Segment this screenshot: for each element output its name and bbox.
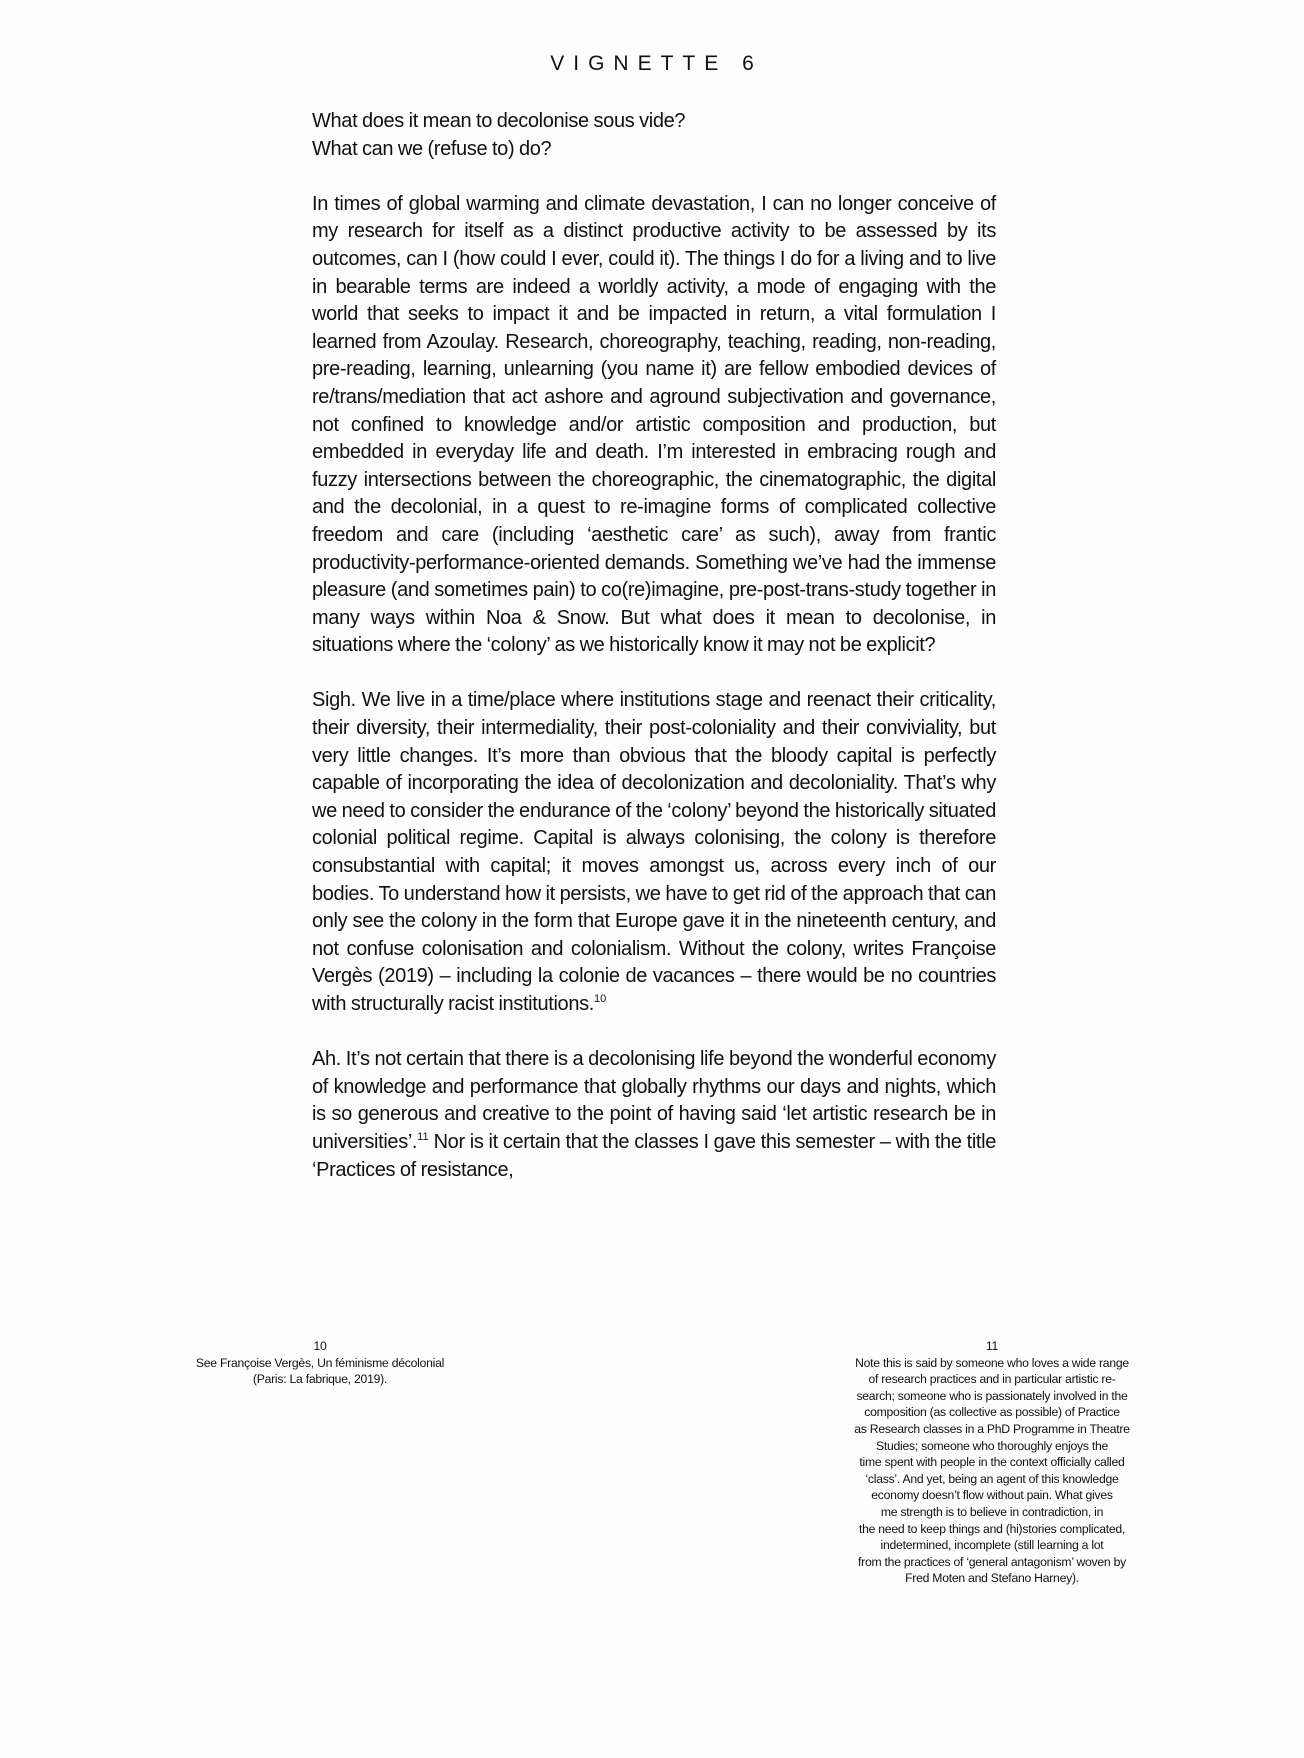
footnote-line: from the practices of ‘general antagonism’ woven by bbox=[858, 1554, 1126, 1569]
paragraph-climate bbox=[312, 191, 996, 660]
footnote-line: search; someone who is passionately involved in the bbox=[856, 1388, 1128, 1403]
footnote-line: as Research classes in a PhD Programme in Theatre bbox=[854, 1421, 1130, 1436]
footnote-line: Fred Moten and Stefano Harney). bbox=[905, 1571, 1079, 1586]
footnote-number: 10 bbox=[313, 1339, 327, 1353]
paragraph-text: In times of global warming and climate devastation, I can no longer conceive of my research for itself as a distinct productive activity to be assessed by its outcomes, can I (how could I ever, could it). The things I do for a living and to live in bearable terms are indeed a worldly activity, a mode of engaging with the world that seeks to impact it and be impacted in return, a vital formulation I learned from Azoulay. Research, choreography, teaching, reading, non-reading, pre-reading, learning, unlearning (you name it) are fellow embodied devices of re/trans/mediation that act ashore and aground subjectivation and governance, not confined to knowledge and/or artistic composition and production, but embedded in everyday life and death. I’m interested in embracing rough and fuzzy intersections between the choreographic, the cinematographic, the digital and the decolonial, in a quest to re-imagine forms of complicated collective freedom and care (including ‘aesthetic care’ as such), away from frantic productivity-performance-oriented demands. Something we’ve had the immense pleasure (and sometimes pain) to co(re)imagine, pre-post-trans-study together in many ways within Noa & Snow. But what does it mean to decolonise, in situations where the ‘colony’ as we historically know it may not be explicit? bbox=[312, 192, 996, 657]
footnote-line: See Françoise Vergès, Un féminisme décolonial bbox=[195, 1355, 445, 1370]
footnote-line: Note this is said by someone who loves a wide range bbox=[855, 1355, 1129, 1370]
footnote-reference-11[interactable]: 11 bbox=[417, 1130, 429, 1143]
footnote-line: me strength is to believe in contradiction, in bbox=[880, 1504, 1104, 1519]
footnote-line: ‘class’. And yet, being an agent of this knowledge bbox=[865, 1471, 1119, 1486]
paragraph-sigh bbox=[312, 687, 996, 1018]
footnote-line: Studies; someone who thoroughly enjoys the bbox=[875, 1438, 1109, 1453]
footnote-reference-10[interactable]: 10 bbox=[593, 993, 607, 1005]
paragraph-text-continued: Nor is it certain that the classes I gave this semester – with the title ‘Practices of resistance, bbox=[312, 1130, 996, 1181]
footnote-line: time spent with people in the context officially called bbox=[859, 1455, 1125, 1470]
paragraph-ah bbox=[312, 1046, 996, 1184]
opening-questions bbox=[312, 108, 996, 163]
footnote-10 bbox=[160, 1338, 480, 1388]
footnote-number: 11 bbox=[985, 1339, 999, 1353]
paragraph-text: Ah. It’s not certain that there is a decolonising life beyond the wonderful economy of knowledge and performance that globally rhythms our days and nights, which is so generous and creative to the point of having said ‘let artistic research be in universities’. bbox=[312, 1048, 996, 1153]
footnote-line: composition (as collective as possible) of Practice bbox=[864, 1405, 1120, 1420]
paragraph-text: Sigh. We live in a time/place where institutions stage and reenact their criticality, their diversity, their intermediality, their post-coloniality and their conviviality, but very little changes. It’s more than obvious that the bloody capital is perfectly capable of incorporating the idea of decolonization and decoloniality. That’s why we need to consider the endurance of the ‘colony’ beyond the historically situated colonial political regime. Capital is always colonising, the colony is therefore consubstantial with capital; it moves amongst us, across every inch of our bodies. To understand how it persists, we have to get rid of the approach that can only see the colony in the form that Europe gave it in the nineteenth century, and not confuse colonisation and colonialism. Without the colony, writes Françoise Vergès (2019) – including la colonie de vacances – there would be no countries with structurally racist institutions. bbox=[312, 689, 996, 1015]
question-line: What does it mean to decolonise sous vide? bbox=[312, 110, 686, 132]
footnote-11 bbox=[828, 1338, 1156, 1587]
footnote-line: the need to keep things and (hi)stories complicated, bbox=[858, 1521, 1126, 1536]
body-text-column bbox=[312, 108, 996, 1184]
footnote-line: economy doesn’t flow without pain. What gives bbox=[871, 1488, 1113, 1503]
footnote-line: (Paris: La fabrique, 2019). bbox=[252, 1372, 388, 1387]
question-line: What can we (refuse to) do? bbox=[312, 137, 552, 160]
footnote-line: of research practices and in particular artistic re- bbox=[868, 1372, 1116, 1387]
footnote-line: indetermined, incomplete (still learning a lot bbox=[880, 1538, 1104, 1553]
page-heading: VIGNETTE 6 bbox=[550, 52, 763, 75]
